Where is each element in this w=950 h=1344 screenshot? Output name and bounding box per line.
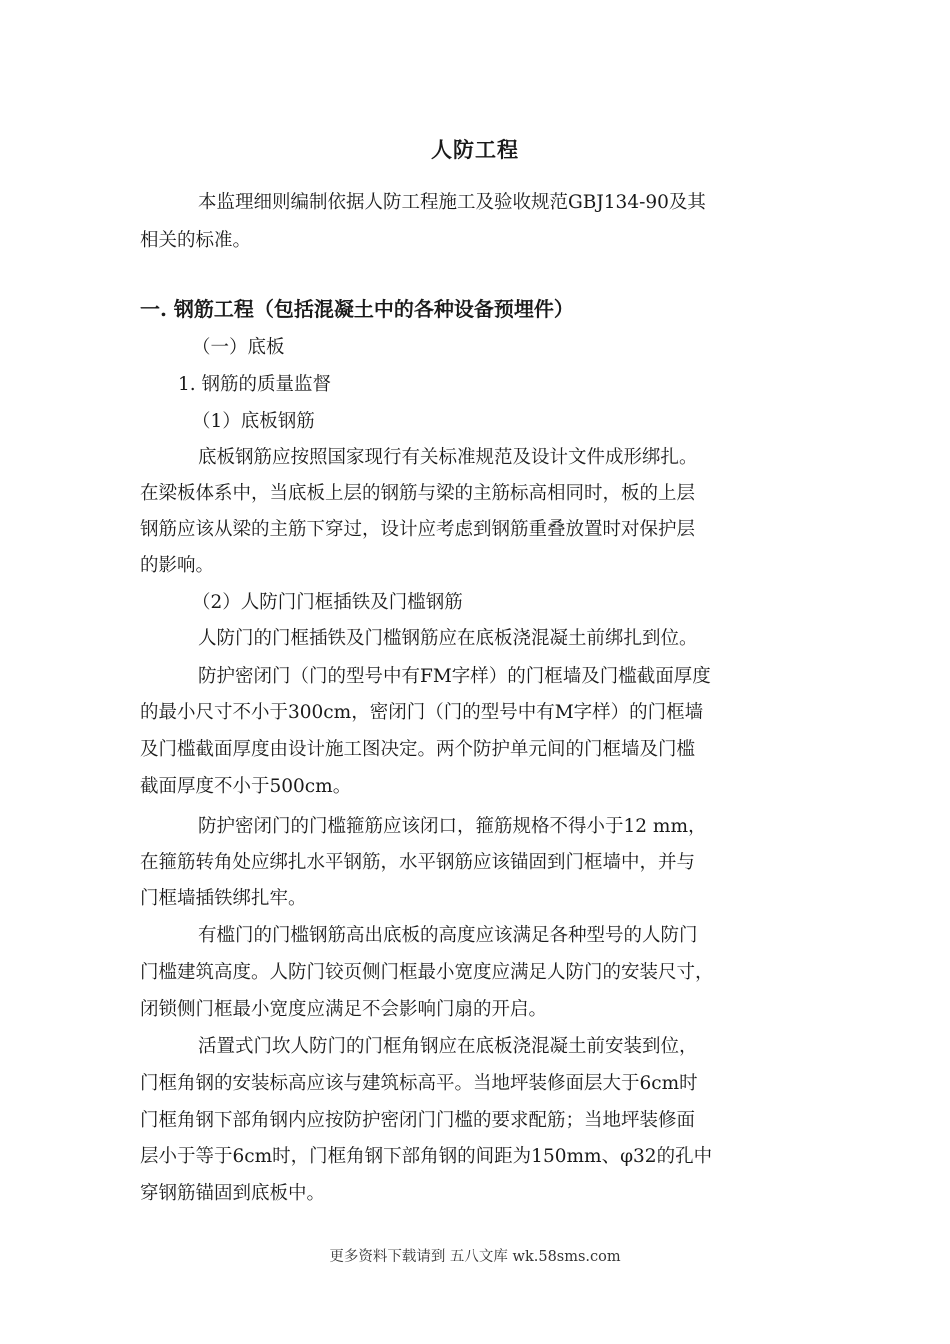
paragraph-line: 防护密闭门（门的型号中有FM字样）的门框墙及门槛截面厚度 (198, 666, 711, 687)
paragraph-line: 的最小尺寸不小于300cm，密闭门（门的型号中有M字样）的门框墙 (140, 702, 704, 723)
paragraph-line: 及门槛截面厚度由设计施工图决定。两个防护单元间的门框墙及门槛 (140, 739, 696, 760)
paragraph-line: 活置式门坎人防门的门框角钢应在底板浇混凝土前安装到位， (198, 1036, 698, 1057)
paragraph-line: 闭锁侧门框最小宽度应满足不会影响门扇的开启。 (140, 999, 548, 1020)
paragraph-line: 底板钢筋应按照国家现行有关标准规范及设计文件成形绑扎。 (198, 447, 698, 468)
paragraph-line: 门框角钢下部角钢内应按防护密闭门门槛的要求配筋；当地坪装修面 (140, 1110, 696, 1131)
paragraph-line: 穿钢筋锚固到底板中。 (140, 1183, 326, 1204)
paragraph-line: 防护密闭门的门槛箍筋应该闭口，箍筋规格不得小于12 mm， (198, 816, 707, 837)
subitem-heading: （2）人防门门框插铁及门槛钢筋 (192, 592, 463, 613)
paragraph-line: 在梁板体系中，当底板上层的钢筋与梁的主筋标高相同时，板的上层 (140, 483, 696, 504)
paragraph-line: 在箍筋转角处应绑扎水平钢筋，水平钢筋应该锚固到门框墙中，并与 (140, 852, 696, 873)
paragraph-line: 层小于等于6cm时，门框角钢下部角钢的间距为150mm、φ32的孔中 (140, 1146, 713, 1167)
paragraph-line: 门框墙插铁绑扎牢。 (140, 888, 307, 909)
paragraph-line: 的影响。 (140, 555, 215, 576)
paragraph-line: 有槛门的门槛钢筋高出底板的高度应该满足各种型号的人防门 (198, 925, 698, 946)
subitem-heading: （1）底板钢筋 (192, 411, 315, 432)
paragraph-line: 人防门的门框插铁及门槛钢筋应在底板浇混凝土前绑扎到位。 (198, 628, 698, 649)
intro-line-2: 相关的标准。 (140, 230, 252, 251)
item-heading: 1. 钢筋的质量监督 (178, 374, 332, 395)
subsection-heading: （一）底板 (192, 337, 285, 358)
paragraph-line: 门框角钢的安装标高应该与建筑标高平。当地坪装修面层大于6cm时 (140, 1073, 698, 1094)
footer-link[interactable]: 更多资料下载请到 五八文库 wk.58sms.com (329, 1249, 621, 1265)
intro-line-1: 本监理细则编制依据人防工程施工及验收规范GBJ134-90及其 (198, 192, 706, 213)
paragraph-line: 门槛建筑高度。人防门铰页侧门框最小宽度应满足人防门的安装尺寸， (140, 962, 714, 983)
document-title: 人防工程 (431, 137, 519, 162)
paragraph-line: 钢筋应该从梁的主筋下穿过，设计应考虑到钢筋重叠放置时对保护层 (140, 519, 696, 540)
paragraph-line: 截面厚度不小于500cm。 (140, 776, 352, 797)
section-heading: 一. 钢筋工程（包括混凝土中的各种设备预埋件） (140, 297, 574, 321)
